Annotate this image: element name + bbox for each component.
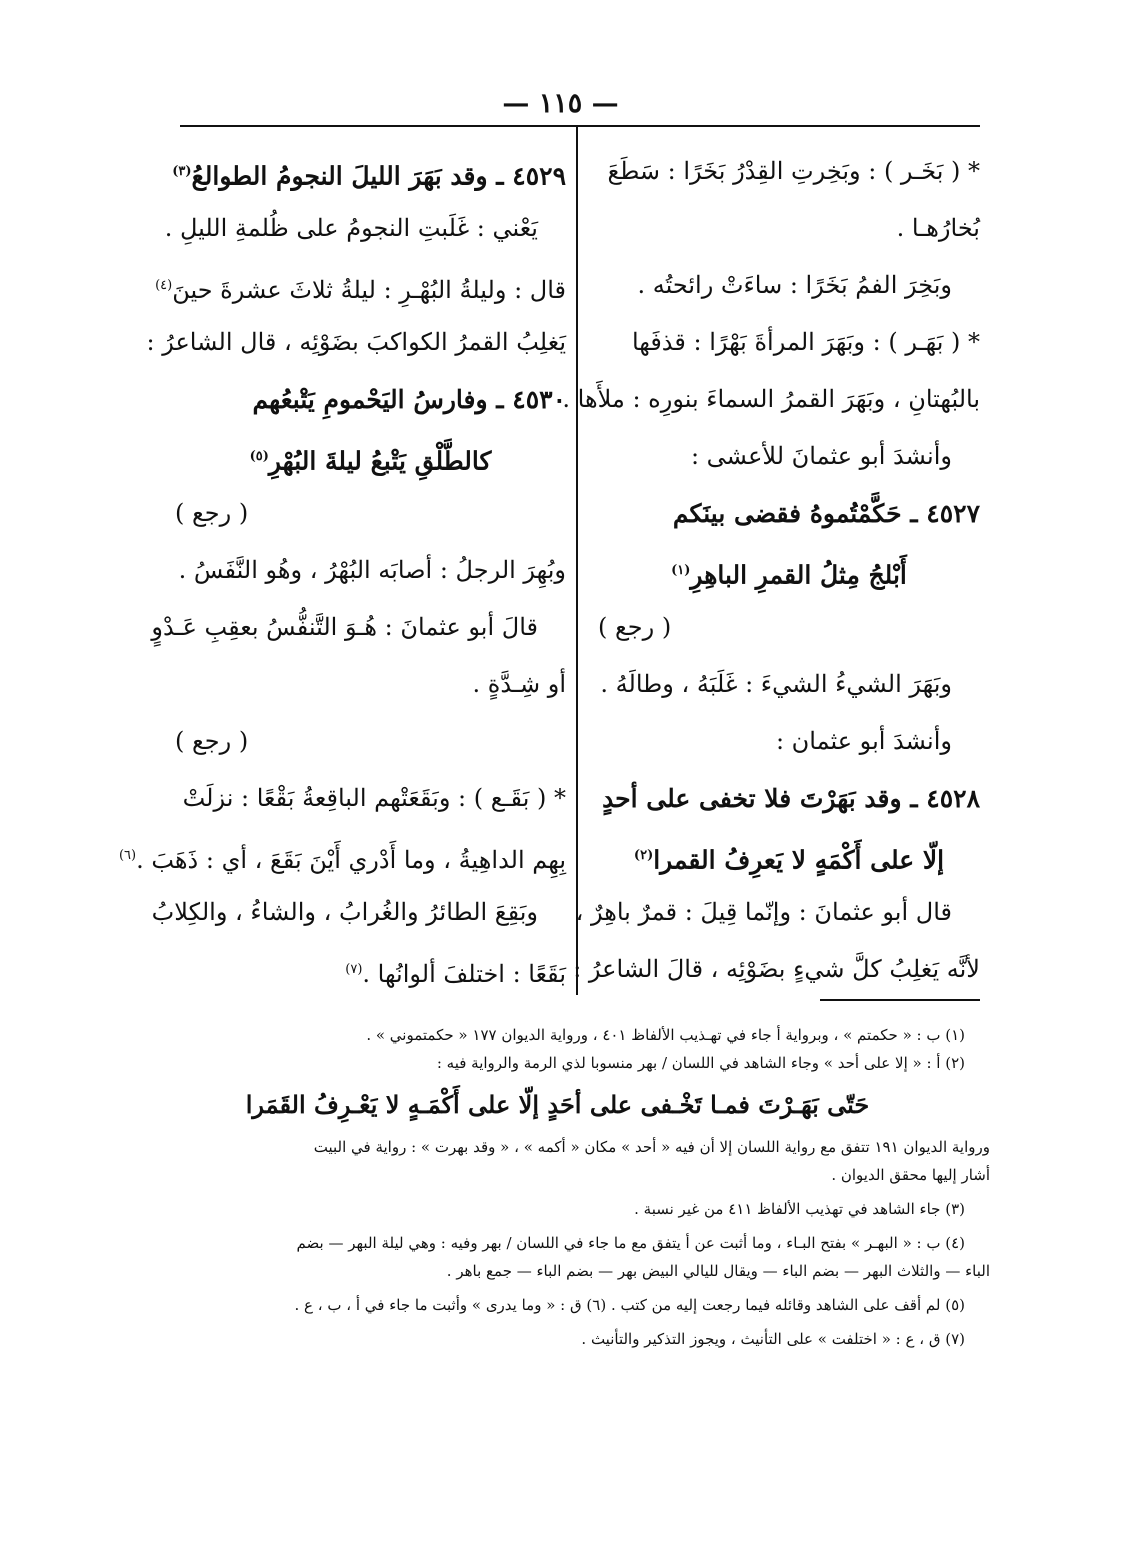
text-line [575,884,980,941]
text-line-text: وبَقِعَ الطائرُ والغُرابُ ، والشاءُ ، والكِلابُ [151,898,538,926]
page-number: — ١١٥ — [502,88,619,119]
text-line-text: وأنشدَ أبو عثمانَ للأعشى : [690,442,952,470]
text-line-text: وبَهَرَ الشيءُ الشيءَ : غَلَبَهُ ، وطالَهُ . [600,670,952,698]
text-line-text: ٤٥٣٠ ـ وفارسُ اليَحْمومِ يَتْبعُهم [252,385,566,414]
text-line [175,485,566,542]
text-line-text: ٤٥٢٨ ـ وقد بَهَرْتَ فلا تخفى على أحدٍ [602,784,980,813]
text-line [598,599,980,656]
text-line [175,428,566,485]
text-line [172,143,566,200]
text-line-text: إلّا على أَكْمَهٍ لا يَعرِفُ القمرا [653,845,945,875]
column-divider [576,127,578,995]
text-line-text: كالطَّلْقِ يَتْبعُ ليلةَ البُهْرِ [268,446,492,476]
text-line-text: * ( بَخَـر ) : وبَخِرتِ القِدْرُ بَخَرًا : سَطَعَ [607,157,980,185]
text-line-text: بُخارُهـا . [896,214,980,242]
text-line [175,371,566,428]
text-line-text: * ( بَهَـر ) : وبَهَرَ المرأةَ بَهْرًا : قذفَها [631,328,980,356]
text-line-text: بالبُهتانِ ، وبَهَرَ القمرُ السماءَ بنورِه : ملأَها . [562,385,980,413]
footnote-line [150,1077,965,1133]
footnote-marker: (٣) [172,164,192,179]
text-line-text: وبُهِرَ الرجلُ : أصابَه البُهْرُ ، وهُو النَّفَسُ . [178,556,566,584]
text-line [175,542,566,599]
text-line [598,827,980,884]
text-line [573,941,980,998]
text-line [151,599,566,656]
text-line-text: بَقَعًا : اختلفَ ألوانُها . [362,960,566,988]
text-line-text: أَبْلجُ مِثلُ القمرِ الباهِرِ [690,560,907,590]
text-line [598,257,980,314]
footnote-line [150,1133,990,1161]
text-line [598,314,980,371]
text-line [164,200,566,257]
footnote-line [150,1021,965,1049]
text-line [598,143,980,200]
text-line [175,941,566,998]
text-line [598,656,980,713]
text-line [175,713,566,770]
text-line-text: يَغلِبُ القمرُ الكواكبَ بضَوْئِه ، قال الشاعرُ : [146,328,566,356]
text-line [151,884,566,941]
footnote-marker: (٦) [118,848,137,863]
footnote-line-text: حَتّى بَهَـرْتَ فمـا تَخْـفى على أحَدٍ إلّا على أَكْمَـهٍ لا يَعْـرِفُ القَمَرا [245,1090,870,1119]
text-line-text: لأنَّه يَغلِبُ كلَّ شيءٍ بضَوْئِه ، قالَ الشاعرُ : [573,955,980,983]
footnote-marker: (٧) [345,962,363,977]
text-line-text: أو شِـدَّةٍ . [472,670,566,698]
text-line-text: بِهِم الداهِيةُ ، وما أَدْري أَيْنَ بَقَعَ ، أي : ذَهَبَ . [136,846,566,874]
footnote-line [150,1161,990,1189]
footnotes-rule [820,999,980,1001]
text-line [598,200,980,257]
text-line-text: وأنشدَ أبو عثمان : [775,727,952,755]
left-text-column [118,143,566,998]
footnote-line-text: (٢) أ : « إلا على أحد » وجاء الشاهد في اللسان / بهر منسوبا لذي الرمة والرواية فيه : [436,1054,965,1072]
text-line-text: قال : وليلةُ البُهْـرِ : ليلةُ ثلاثَ عشرةَ حينَ [172,276,566,304]
footnote-line-text: الباء — والثلاث البهر — بضم الباء — ويقال لليالي البيض بهر — بضم الباء — جمع باهر . [446,1262,990,1280]
text-line-text: * ( بَقَـع ) : وبَقَعَتْهم الباقِعةُ بَقْعًا : نزلَتْ [182,784,566,812]
text-line-text: ٤٥٢٧ ـ حَكَّمْتُموهُ فقضى بينَكم [672,499,980,528]
footnote-marker: (٤) [155,278,173,293]
text-line [598,428,980,485]
text-line-text: ٤٥٢٩ ـ وقد بَهَرَ الليلَ النجومُ الطوالعُ [191,161,566,191]
footnote-line [150,1257,990,1285]
text-line [118,827,566,884]
text-line [598,770,980,827]
text-line-text: ( رجع ) [598,613,672,641]
text-line [562,371,980,428]
footnote-line-text: (٥) لم أقف على الشاهد وقائله فيما رجعت إليه من كتب . (٦) ق : « وما يدرى » وأثبت ما جاء في أ ، ب ، ع . [294,1296,965,1314]
text-line [175,770,566,827]
footnote-line [150,1049,965,1077]
text-line [598,713,980,770]
text-line-text: قالَ أبو عثمانَ : هُـوَ التَّنفُّسُ بعقِبِ عَـدْوٍ [151,613,538,641]
footnote-line-text: (٧) ق ، ع : « اختلفت » على التأنيث ، ويجوز التذكير والتأنيث . [581,1330,965,1348]
footnote-line [150,1291,965,1319]
text-line-text: ( رجع ) [175,499,249,527]
footnote-line [150,1325,965,1353]
footnote-line-text: (١) ب : « حكمتم » ، وبرواية أ جاء في تهـذيب الألفاظ ٤٠١ ، ورواية الديوان ١٧٧ « حكمتموني » . [366,1026,965,1044]
footnotes-section [150,1021,990,1353]
text-line [146,314,566,371]
text-line-text: يَعْني : غَلَبتِ النجومُ على ظُلمةِ الليلِ . [164,214,538,242]
footnote-line [150,1229,965,1257]
text-line-text: وبَخِرَ الفمُ بَخَرًا : ساءَتْ رائحتُه . [637,271,952,299]
footnote-line-text: ورواية الديوان ١٩١ تتفق مع رواية اللسان إلا أن فيه « أحد » مكان « أكمه » ، « وقد بهرت » : رواية في البيت [313,1138,990,1156]
footnote-marker: (١) [671,563,691,578]
footnote-marker: (٥) [249,449,269,464]
text-line [598,542,980,599]
footnote-marker: (٢) [633,848,654,863]
footnote-line-text: (٤) ب : « البهـر » بفتح البـاء ، وما أثبت عن أ يتفق مع ما جاء في اللسان / بهر وفيه : وهي ليلة البهر — بضم [296,1234,965,1252]
header-rule [180,125,980,127]
text-line-text: قال أبو عثمانَ : وإنّما قِيلَ : قمرٌ باهِرٌ ، [575,898,952,926]
text-line [155,257,566,314]
footnote-line [150,1195,965,1223]
text-line [175,656,566,713]
text-line-text: ( رجع ) [175,727,249,755]
footnote-line-text: أشار إليها محقق الديوان . [831,1166,990,1184]
text-line [598,485,980,542]
footnote-line-text: (٣) جاء الشاهد في تهذيب الألفاظ ٤١١ من غير نسبة . [634,1200,965,1218]
right-text-column [562,143,980,998]
